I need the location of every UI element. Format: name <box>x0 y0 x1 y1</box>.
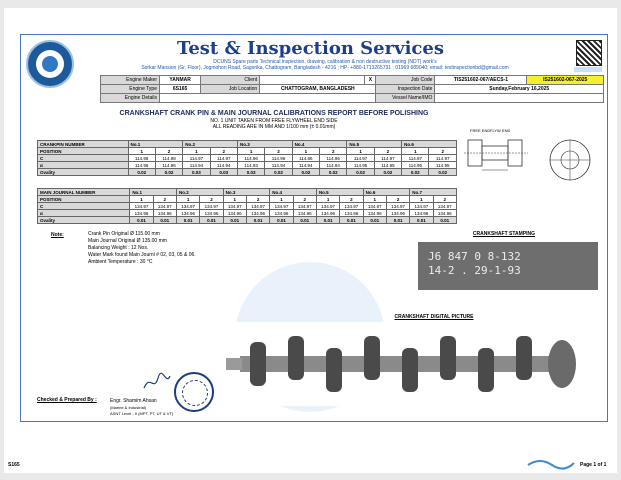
qr-caption <box>574 67 602 72</box>
note-balancing-weight: Balancing Weight : 12 Nos. <box>88 245 149 251</box>
journal-c-value-0: 134.97 <box>130 203 153 210</box>
crankpin-a-value-6: 114.94 <box>292 162 319 169</box>
crankpin-c-label: C <box>38 155 129 162</box>
journal-c-value-8: 134.97 <box>316 203 339 210</box>
seal-inner-ring <box>182 380 208 406</box>
crankpin-ovality-5: 0.02 <box>265 169 292 176</box>
journal-a-value-7: 134.96 <box>293 210 316 217</box>
job-code-value: TIS251602-067/AECS-1 <box>435 76 527 85</box>
crankpin-ovality-2: 0.03 <box>183 169 210 176</box>
journal-a-value-12: 134.96 <box>410 210 433 217</box>
crankpin-ovality-3: 0.03 <box>210 169 237 176</box>
note-water-mark: Water Mark found Main Journl # 02, 03, 05 & 06. <box>88 252 196 258</box>
crankpin-a-label: α <box>38 162 129 169</box>
engineer-name: Engr. Shamim Ahsan <box>110 398 157 404</box>
checked-prepared-label: Checked & Prepared By : <box>37 397 97 403</box>
job-code-label: Job Code <box>376 76 435 85</box>
journal-ovality-5: 0.01 <box>246 217 269 224</box>
crankpin-a-value-11: 114.95 <box>429 162 457 169</box>
crankpin-c-value-4: 114.96 <box>237 155 264 162</box>
crankpin-a-value-2: 114.94 <box>183 162 210 169</box>
note-crankpin-original: Crank Pin Original Ø 115.00 mm <box>88 231 160 237</box>
crankpin-number-1: No.1 <box>128 141 183 148</box>
journal-position-5: 2 <box>246 196 269 203</box>
crankpin-a-value-7: 114.94 <box>320 162 347 169</box>
journal-a-value-4: 134.96 <box>223 210 246 217</box>
engine-details-value <box>160 94 376 103</box>
journal-position-3: 2 <box>200 196 223 203</box>
flywheel-end-label: FLYW END <box>490 128 511 133</box>
stamping-photo <box>418 242 598 290</box>
crankpin-position-9: 2 <box>374 148 401 155</box>
journal-a-value-3: 134.96 <box>200 210 223 217</box>
crankpin-position-label: POSITION <box>38 148 129 155</box>
journal-number-1: No.1 <box>130 189 177 196</box>
engine-maker-label: Engine Maker <box>101 76 160 85</box>
crankpin-a-value-1: 114.96 <box>155 162 182 169</box>
footer-wave-logo <box>526 455 576 471</box>
job-number-badge: IS251602-067-2025 <box>527 76 604 85</box>
journal-c-value-7: 134.97 <box>293 203 316 210</box>
crankpin-c-value-0: 114.98 <box>128 155 155 162</box>
company-tagline <box>100 59 550 71</box>
journal-c-value-2: 134.97 <box>176 203 199 210</box>
journal-number-6: No.6 <box>363 189 410 196</box>
crankpin-number-4: No.4 <box>292 141 347 148</box>
shaft-nose <box>226 358 242 370</box>
journal-ovality-12: 0.01 <box>410 217 433 224</box>
crankpin-a-value-4: 114.93 <box>237 162 264 169</box>
crankpin-c-value-8: 114.97 <box>347 155 374 162</box>
journal-header-label: MAIN JOURNAL NUMBER <box>38 189 130 196</box>
crankpin-a-value-0: 114.96 <box>128 162 155 169</box>
journal-ovality-10: 0.01 <box>363 217 386 224</box>
signature-stroke <box>144 373 170 388</box>
crankpin-position-4: 1 <box>237 148 264 155</box>
journal-a-value-5: 134.96 <box>246 210 269 217</box>
journal-a-value-11: 134.96 <box>386 210 409 217</box>
main-journal-table <box>37 188 457 224</box>
flywheel-flange <box>548 340 576 388</box>
inspection-date-value: Sunday,February 16,2025 <box>435 85 604 94</box>
journal-position-6: 1 <box>270 196 293 203</box>
unit-reference-note: NO. 1 UNIT TAKEN FROM FREE FLYWHEEL END SIDE <box>210 118 338 124</box>
journal-ovality-1: 0.01 <box>153 217 176 224</box>
crankpin-ovality-11: 0.02 <box>429 169 457 176</box>
note-journal-original: Main Journal Original Ø 135.00 mm <box>88 238 167 244</box>
journal-position-label: POSITION <box>38 196 130 203</box>
journal-position-1: 2 <box>153 196 176 203</box>
journal-c-value-13: 134.97 <box>433 203 456 210</box>
crankpin-c-value-6: 114.86 <box>292 155 319 162</box>
journal-number-3: No.3 <box>223 189 270 196</box>
crankpin-c-value-11: 114.97 <box>429 155 457 162</box>
engine-type-value: 6S165 <box>160 85 201 94</box>
crankpin-c-value-10: 114.97 <box>402 155 429 162</box>
journal-c-value-12: 134.97 <box>410 203 433 210</box>
crankpin-a-value-8: 114.95 <box>347 162 374 169</box>
engine-maker-value: YANMAR <box>160 76 201 85</box>
tagline-services: DCUNS Spare parts Technical inspection, drawing, calibration & non destructive testing (NDT) work's <box>213 59 437 65</box>
journal-a-value-10: 134.96 <box>363 210 386 217</box>
crankpin-c-value-2: 114.97 <box>183 155 210 162</box>
journal-a-value-0: 134.96 <box>130 210 153 217</box>
journal-position-10: 1 <box>363 196 386 203</box>
journal-c-value-9: 134.97 <box>340 203 363 210</box>
crankshaft-diagram <box>462 126 598 208</box>
engineer-qualification: (Marine & Industrial) <box>110 405 147 410</box>
photo-title: CRANKSHAFT DIGITAL PICTURE <box>394 314 474 320</box>
journal-c-value-10: 134.97 <box>363 203 386 210</box>
job-location-value: CHATTOGRAM, BANGLADESH <box>260 85 376 94</box>
journal-ovality-label: Ovality <box>38 217 130 224</box>
crankpin-a-value-3: 114.94 <box>210 162 237 169</box>
journal-a-value-13: 134.96 <box>433 210 456 217</box>
footer-code: S165 <box>8 462 20 468</box>
journal-position-9: 2 <box>340 196 363 203</box>
crankpin-position-0: 1 <box>128 148 155 155</box>
journal-ovality-6: 0.01 <box>270 217 293 224</box>
crankpin-position-2: 1 <box>183 148 210 155</box>
journal-position-8: 1 <box>316 196 339 203</box>
journal-ovality-4: 0.01 <box>223 217 246 224</box>
units-note: ALL READING ARE IN MM AND 1/100 mm (± 0.01mm) <box>212 124 336 130</box>
stamping-line-2: 14-2 . 29-1-93 <box>428 264 521 277</box>
journal-c-value-3: 134.97 <box>200 203 223 210</box>
crankpin-ovality-0: 0.02 <box>128 169 155 176</box>
journal-position-0: 1 <box>130 196 153 203</box>
journal-position-13: 2 <box>433 196 456 203</box>
vessel-value <box>435 94 604 103</box>
crankpin-ovality-10: 0.02 <box>402 169 429 176</box>
journal-ovality-2: 0.01 <box>176 217 199 224</box>
journal-a-value-8: 134.96 <box>316 210 339 217</box>
journal-c-label: C <box>38 203 130 210</box>
crankpin-position-10: 1 <box>402 148 429 155</box>
crankpin-position-6: 1 <box>292 148 319 155</box>
journal-a-value-9: 134.96 <box>340 210 363 217</box>
journal-c-value-4: 134.97 <box>223 203 246 210</box>
journal-position-2: 1 <box>176 196 199 203</box>
journal-position-11: 2 <box>386 196 409 203</box>
free-end-label: FREE END <box>470 128 491 133</box>
journal-position-12: 1 <box>410 196 433 203</box>
journal-ovality-11: 0.01 <box>386 217 409 224</box>
journal-ovality-7: 0.01 <box>293 217 316 224</box>
journal-ovality-8: 0.01 <box>316 217 339 224</box>
crankpin-c-value-5: 114.96 <box>265 155 292 162</box>
crankpin-a-value-5: 114.94 <box>265 162 292 169</box>
journal-ovality-3: 0.01 <box>200 217 223 224</box>
stamping-line-1: J6 847 0 8-132 <box>428 250 521 263</box>
crankpin-number-3: No.3 <box>237 141 292 148</box>
inspection-date-label: Inspection Date <box>376 85 435 94</box>
journal-a-label: α <box>38 210 130 217</box>
crankpin-ovality-9: 0.02 <box>374 169 401 176</box>
company-seal <box>174 372 214 412</box>
crankpin-c-value-3: 114.97 <box>210 155 237 162</box>
client-value <box>260 76 365 85</box>
journal-position-4: 1 <box>223 196 246 203</box>
job-header-table <box>100 75 604 103</box>
crankpin-a-value-9: 114.95 <box>374 162 401 169</box>
engine-details-label: Engine Details <box>101 94 160 103</box>
journal-number-4: No.4 <box>270 189 317 196</box>
crankpin-ovality-6: 0.02 <box>292 169 319 176</box>
journal-position-7: 2 <box>293 196 316 203</box>
crankpin-number-5: No.5 <box>347 141 402 148</box>
crankpin-position-1: 2 <box>155 148 182 155</box>
journal-number-7: No.7 <box>410 189 457 196</box>
client-label: Client <box>201 76 260 85</box>
crankpin-ovality-8: 0.02 <box>347 169 374 176</box>
wave-stroke <box>528 461 574 469</box>
crankpin-c-value-9: 114.97 <box>374 155 401 162</box>
crankpin-position-5: 2 <box>265 148 292 155</box>
stamping-title: CRANKSHAFT STAMPING <box>472 231 536 237</box>
crankpin-ovality-7: 0.02 <box>320 169 347 176</box>
crankpin-number-6: No.6 <box>402 141 457 148</box>
crankpin-position-3: 2 <box>210 148 237 155</box>
journal-c-value-6: 134.97 <box>270 203 293 210</box>
vessel-label: Vessel Name/IMO <box>376 94 435 103</box>
tagline-address: Sorkar Mansion (Gr. Floor), Jogmohon Road, Sagorika, Chattogram, Bangladesh - 4216 ; HP- +880-1713265731 ; 01969 689040; email: testinspectionbd@gmail.com <box>141 65 509 71</box>
page-number: Page 1 of 1 <box>580 462 607 468</box>
crankpin-header-label: CRANKPIN NUMBER <box>38 141 129 148</box>
journal-ovality-9: 0.01 <box>340 217 363 224</box>
journal-ovality-13: 0.01 <box>433 217 456 224</box>
journal-a-value-2: 134.96 <box>176 210 199 217</box>
report-title: CRANKSHAFT CRANK PIN & MAIN JOURNAL CALIBRATIONS REPORT BEFORE POLISHING <box>119 110 429 117</box>
note-label: Note: <box>51 232 64 238</box>
journal-c-value-11: 134.97 <box>386 203 409 210</box>
engineer-certification: ASNT Level - II (MPT, PT, UT & VT) <box>110 411 174 416</box>
journal-c-value-1: 134.97 <box>153 203 176 210</box>
x-mark: X <box>365 76 376 85</box>
crankpin-table <box>37 140 457 176</box>
engine-type-label: Engine Type <box>101 85 160 94</box>
crankpin-ovality-label: Ovality <box>38 169 129 176</box>
journal-a-value-6: 134.96 <box>270 210 293 217</box>
notes-list <box>88 231 196 266</box>
stamping-text <box>428 250 588 278</box>
signature <box>142 370 172 394</box>
crankpin-position-11: 2 <box>429 148 457 155</box>
crankpin-a-value-10: 114.95 <box>402 162 429 169</box>
crankpin-position-7: 2 <box>320 148 347 155</box>
journal-a-value-1: 134.96 <box>153 210 176 217</box>
company-name: Test & Inspection Services <box>177 38 444 59</box>
crankpin-c-value-7: 114.96 <box>320 155 347 162</box>
report-subtitle <box>84 118 464 130</box>
crankpin-position-8: 1 <box>347 148 374 155</box>
journal-c-value-5: 134.97 <box>246 203 269 210</box>
crankshaft-photo <box>226 322 584 406</box>
journal-number-5: No.5 <box>316 189 363 196</box>
crankpin-c-value-1: 114.98 <box>155 155 182 162</box>
crankpin-number-2: No.2 <box>183 141 238 148</box>
crankpin-ovality-4: 0.03 <box>237 169 264 176</box>
journal-ovality-0: 0.01 <box>130 217 153 224</box>
crankpin-ovality-1: 0.02 <box>155 169 182 176</box>
note-ambient-temp: Ambient Temperature : 30 °C <box>88 259 153 265</box>
journal-number-2: No.2 <box>176 189 223 196</box>
job-location-label: Job Location <box>201 85 260 94</box>
